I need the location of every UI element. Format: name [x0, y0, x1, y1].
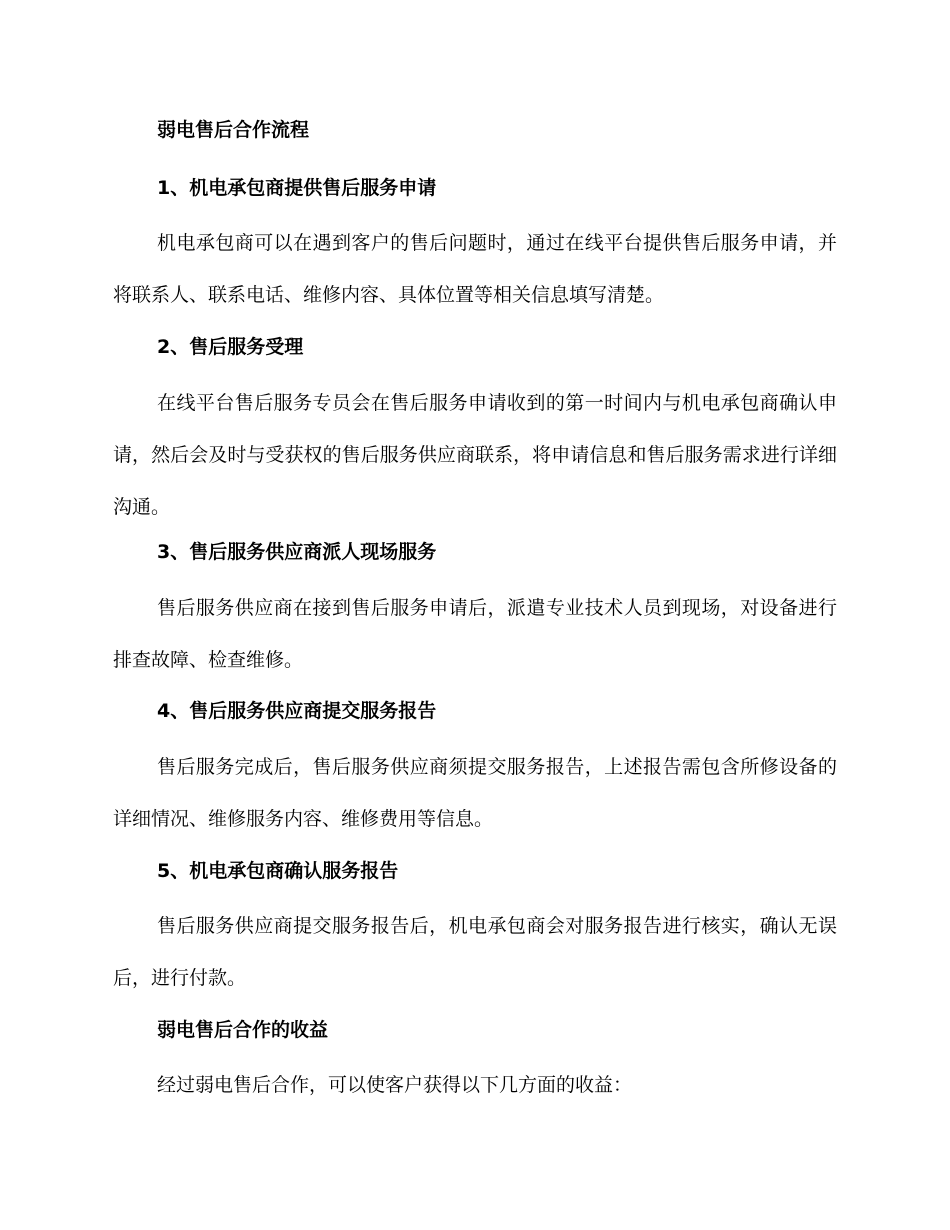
step-5-body: 售后服务供应商提交服务报告后，机电承包商会对服务报告进行核实，确认无误后，进行付款。 [113, 915, 837, 989]
step-1-body: 机电承包商可以在遇到客户的售后问题时，通过在线平台提供售后服务申请，并将联系人、联系电话、维修内容、具体位置等相关信息填写清楚。 [113, 232, 837, 306]
step-4-heading: 4、售后服务供应商提交服务报告 [157, 700, 437, 722]
step-5-heading: 5、机电承包商确认服务报告 [157, 860, 399, 882]
step-3-heading: 3、售后服务供应商派人现场服务 [157, 541, 437, 563]
step-1-heading: 1、机电承包商提供售后服务申请 [157, 177, 437, 199]
step-4-body: 售后服务完成后，售后服务供应商须提交服务报告，上述报告需包含所修设备的详细情况、维修服务内容、维修费用等信息。 [113, 756, 837, 830]
step-3-body: 售后服务供应商在接到售后服务申请后，派遣专业技术人员到现场，对设备进行排查故障、检查维修。 [113, 597, 837, 671]
benefits-intro: 经过弱电售后合作，可以使客户获得以下几方面的收益： [157, 1074, 633, 1096]
step-2-body: 在线平台售后服务专员会在售后服务申请收到的第一时间内与机电承包商确认申请，然后会及时与受获权的售后服务供应商联系，将申请信息和售后服务需求进行详细沟通。 [113, 392, 837, 518]
section-title: 弱电售后合作流程 [157, 119, 310, 141]
benefits-heading: 弱电售后合作的收益 [157, 1019, 329, 1041]
step-2-heading: 2、售后服务受理 [157, 336, 304, 358]
